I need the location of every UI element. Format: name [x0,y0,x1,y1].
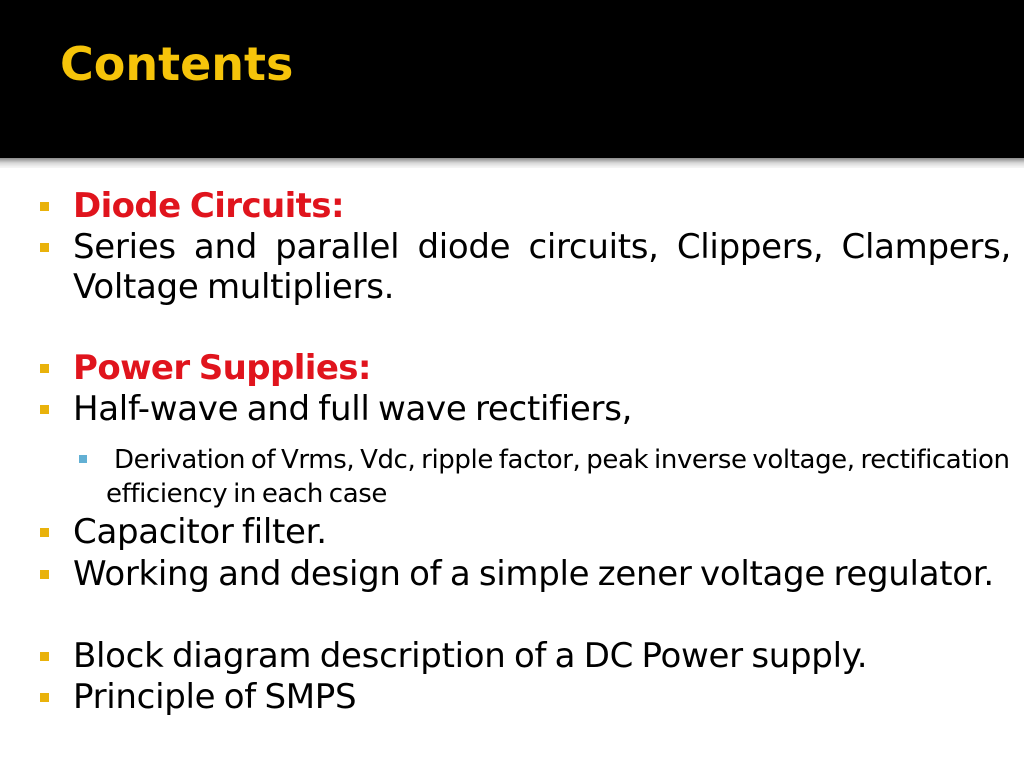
square-bullet-icon [40,405,49,414]
square-bullet-icon [40,693,49,702]
sub-list-item-derivation [106,443,1012,511]
list-item-text: Power Supplies: [73,348,371,388]
small-square-bullet-icon [79,455,87,463]
list-item-text: Derivation of Vrms, Vdc, ripple factor, peak inverse voltage, rectification efficiency in each case [106,445,1010,509]
square-bullet-icon [40,570,49,579]
list-item-text: Working and design of a simple zener voltage regulator. [73,554,994,594]
list-item-text: Block diagram description of a DC Power supply. [73,636,868,676]
square-bullet-icon [40,243,49,252]
square-bullet-icon [40,202,49,211]
list-item-diode-circuits-heading [73,186,1011,226]
list-item-block-diagram [73,636,1011,676]
list-item-text: Series and parallel diode circuits, Clippers, Clampers, Voltage multipliers. [73,227,1011,307]
list-item-text: Half-wave and full wave rectifiers, [73,389,633,429]
list-item-text: Capacitor filter. [73,512,327,552]
list-item-zener-regulator [73,554,1011,594]
list-item-capacitor-filter [73,512,1011,552]
square-bullet-icon [40,528,49,537]
list-item-text: Principle of SMPS [73,677,357,717]
square-bullet-icon [40,652,49,661]
list-item-power-supplies-heading [73,348,1011,388]
list-item-diode-circuits-topics [73,227,1011,307]
list-item-rectifiers [73,389,1011,429]
list-item-smps [73,677,1011,717]
list-item-text: Diode Circuits: [73,186,344,226]
square-bullet-icon [40,364,49,373]
slide-title: Contents [60,37,294,91]
